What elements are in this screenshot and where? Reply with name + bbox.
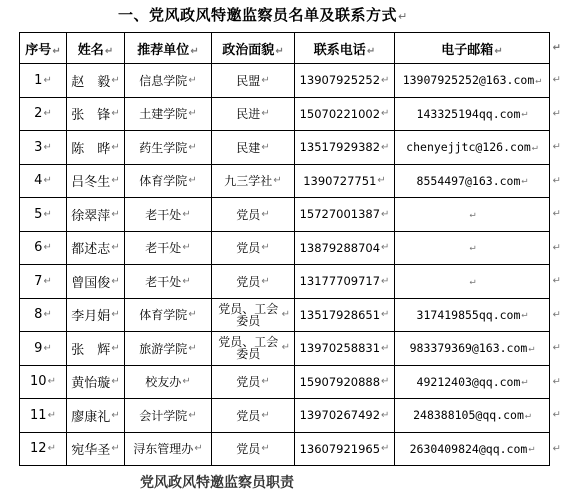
row-end-mark-icon: ↵ [552,275,561,287]
cell-unit-text: 老干处 [145,274,182,289]
cell-email [395,64,561,98]
cell-party [212,97,295,131]
cell-name-text: 张 辉 [71,342,111,358]
cell-email-text: 143325194qq.com [416,106,521,121]
cell-unit [125,164,212,198]
cell-mark-icon: ↵ [261,376,270,388]
cell-mark-icon: ↵ [377,175,386,187]
table-header-row [20,33,550,64]
cell-email [395,231,561,265]
cell-email [395,399,561,433]
cell-unit-text: 旅游学院 [139,341,188,356]
cell-name [67,332,125,366]
cell-mark-icon: ↵ [261,108,270,120]
cell-mark-icon: ↵ [381,108,390,120]
cell-mark-icon: ↵ [381,141,390,153]
cell-mark-icon: ↵ [521,309,528,321]
cell-unit-text: 校友办 [145,375,182,390]
cell-party-text: 党员 [236,241,261,256]
cell-name [67,365,125,399]
cell-phone [295,265,395,299]
cell-unit [125,231,212,265]
cell-mark-icon: ↵ [111,443,120,455]
cell-index-text: 1 [34,72,43,88]
header-unit: 推荐单位↵ [125,33,212,64]
cell-name-text: 李月娟 [71,309,111,325]
cell-phone [295,365,395,399]
cell-name-text: 陈 晔 [71,141,111,157]
cell-mark-icon: ↵ [381,443,390,455]
cell-mark-icon: ↵ [381,208,390,220]
cell-mark-icon: ↵ [521,376,528,388]
cell-email-text: 2630409824@qq.com [409,441,528,456]
cell-mark-icon: ↵ [111,208,120,220]
cell-index [20,97,67,131]
cell-phone-text: 1390727751 [303,173,377,188]
cell-mark-icon: ↵ [43,275,52,287]
cell-mark-icon: ↵ [261,242,270,254]
cell-name-text: 宛华圣 [71,443,111,459]
cell-name [67,164,125,198]
cell-name-text: 廖康礼 [71,409,111,425]
cell-phone-text: 13517928651 [299,307,381,322]
row-end-mark-icon: ↵ [552,74,561,86]
row-end-mark-icon: ↵ [552,42,561,54]
cell-phone [295,399,395,433]
cell-unit-text: 会计学院 [139,408,188,423]
paragraph-mark-icon: ↵ [398,10,408,23]
cell-unit-text: 信息学院 [139,73,188,88]
cell-unit [125,432,212,466]
cell-mark-icon: ↵ [261,443,270,455]
cell-mark-icon: ↵ [188,309,197,321]
cell-unit-text: 体育学院 [139,174,188,189]
cell-unit [125,131,212,165]
cell-mark-icon: ↵ [188,342,197,354]
cell-mark-icon: ↵ [188,409,197,421]
cell-mark-icon: ↵ [194,443,203,455]
cell-index [20,131,67,165]
cell-party-text: 党员 [236,375,261,390]
cell-phone-text: 13970267492 [299,408,381,423]
cell-phone-text: 13879288704 [299,240,381,255]
cell-email [395,432,561,466]
table-row [20,399,550,433]
document-title-text: 一、党风政风特邀监察员名单及联系方式 [118,6,398,24]
cell-mark-icon: ↵ [381,409,390,421]
cell-unit [125,298,212,332]
cell-mark-icon: ↵ [281,308,290,320]
cell-email-text: chenyejjtc@126.com [406,140,531,155]
cell-party-text: 民盟 [236,73,261,88]
table-row [20,97,550,131]
cell-party [212,198,295,232]
cell-name [67,231,125,265]
cell-name [67,265,125,299]
cell-index [20,198,67,232]
cell-index-text: 4 [34,173,43,189]
cell-mark-icon: ↵ [111,108,120,120]
cell-email [395,198,561,232]
cell-mark-icon: ↵ [43,141,52,153]
row-end-mark-icon: ↵ [552,376,561,388]
cell-unit [125,97,212,131]
cell-index-text: 11 [30,407,47,423]
cell-phone [295,332,395,366]
cell-email [395,332,561,366]
cell-party-text: 党员 [236,442,261,457]
table-row [20,131,550,165]
cell-phone-text: 15907920888 [299,374,381,389]
cell-mark-icon: ↵ [188,141,197,153]
row-end-mark-icon: ↵ [552,108,561,120]
cell-mark-icon: ↵ [111,309,120,321]
row-end-mark-icon: ↵ [552,309,561,321]
cell-phone-text: 13517929382 [299,140,381,155]
next-section-heading-partial: 党风政风特邀监察员职责 [140,475,294,491]
cell-mark-icon: ↵ [111,175,120,187]
cell-index [20,164,67,198]
cell-email [395,97,561,131]
cell-name-text: 吕冬生 [71,175,111,191]
cell-mark-icon: ↵ [528,443,535,455]
header-email: 电子邮箱↵ ↵ [395,33,550,64]
cell-unit [125,332,212,366]
cell-mark-icon: ↵ [111,275,120,287]
cell-email-text: 248388105@qq.com [413,408,524,423]
header-phone: 联系电话↵ [295,33,395,64]
table-row [20,64,550,98]
cell-party-text: 党员 [236,207,261,222]
cell-index [20,64,67,98]
cell-mark-icon: ↵ [521,108,528,120]
table-row [20,265,550,299]
cell-email [395,265,561,299]
cell-phone-text: 15070221002 [299,106,381,121]
cell-unit [125,365,212,399]
table-row [20,432,550,466]
cell-mark-icon: ↵ [43,242,52,254]
cell-mark-icon: ↵ [111,409,120,421]
cell-name-text: 曾国俊 [71,275,111,291]
cell-mark-icon: ↵ [47,376,56,388]
cell-name [67,198,125,232]
cell-index [20,432,67,466]
cell-name [67,131,125,165]
document-title [118,4,408,25]
cell-mark-icon: ↵ [182,376,191,388]
cell-unit [125,198,212,232]
cell-mark-icon: ↵ [47,443,56,455]
cell-email-text: 13907925252@163.com [402,73,535,88]
cell-phone-text: 13177709717 [299,274,381,289]
cell-index [20,265,67,299]
cell-phone [295,164,395,198]
cell-party-text: 党员 [236,274,261,289]
cell-unit-text: 浔东管理办 [133,442,194,457]
table-row [20,365,550,399]
cell-phone-text: 13970258831 [299,341,381,356]
cell-party [212,399,295,433]
cell-name [67,97,125,131]
cell-mark-icon: ↵ [111,242,120,254]
cell-party [212,64,295,98]
cell-mark-icon: ↵ [261,208,270,220]
cell-index-text: 10 [30,374,47,390]
cell-mark-icon: ↵ [188,108,197,120]
cell-name [67,399,125,433]
cell-phone [295,131,395,165]
cell-mark-icon: ↵ [281,342,290,354]
cell-email-text: 8554497@163.com [416,173,521,188]
cell-mark-icon: ↵ [524,409,531,421]
supervisor-roster-table [19,32,561,466]
cell-mark-icon: ↵ [381,309,390,321]
cell-party [212,231,295,265]
cell-mark-icon: ↵ [381,74,390,86]
header-party: 政治面貌↵ [212,33,295,64]
table-row [20,164,550,198]
cell-index [20,332,67,366]
cell-unit [125,265,212,299]
cell-unit-text: 体育学院 [139,308,188,323]
cell-phone [295,298,395,332]
row-end-mark-icon: ↵ [552,409,561,421]
cell-unit-text: 老干处 [145,207,182,222]
cell-unit [125,399,212,433]
cell-email-text: 317419855qq.com [416,307,521,322]
row-end-mark-icon: ↵ [552,242,561,254]
cell-mark-icon: ↵ [261,409,270,421]
cell-phone [295,198,395,232]
cell-party [212,365,295,399]
cell-phone [295,64,395,98]
cell-name [67,432,125,466]
cell-mark-icon: ↵ [188,175,197,187]
cell-party-text: 党员、工会委员 [218,301,279,328]
cell-index [20,298,67,332]
cell-name-text: 张 锋 [71,108,111,124]
cell-party-text: 党员 [236,408,261,423]
cell-mark-icon: ↵ [469,242,476,254]
table-row [20,332,550,366]
cell-mark-icon: ↵ [261,74,270,86]
cell-party-text: 九三学社 [224,174,273,189]
cell-unit-text: 土建学院 [139,107,188,122]
cell-mark-icon: ↵ [521,175,528,187]
cell-email [395,298,561,332]
cell-mark-icon: ↵ [381,342,390,354]
cell-party [212,432,295,466]
cell-index [20,365,67,399]
cell-phone-text: 13907925252 [299,73,381,88]
header-index: 序号↵ [20,33,67,64]
cell-unit [125,64,212,98]
cell-mark-icon: ↵ [261,275,270,287]
cell-party [212,298,295,332]
cell-mark-icon: ↵ [47,409,56,421]
row-end-mark-icon: ↵ [552,175,561,187]
cell-name [67,64,125,98]
cell-mark-icon: ↵ [43,342,52,354]
cell-name [67,298,125,332]
cell-phone [295,432,395,466]
cell-mark-icon: ↵ [43,208,52,220]
cell-mark-icon: ↵ [381,242,390,254]
cell-name-text: 黄怡璇 [71,376,111,392]
row-end-mark-icon: ↵ [552,141,561,153]
header-name: 姓名↵ [67,33,125,64]
cell-mark-icon: ↵ [535,74,542,86]
cell-name-text: 徐翠萍 [71,208,111,224]
cell-phone-text: 15727001387 [299,207,381,222]
cell-mark-icon: ↵ [111,342,120,354]
cell-email [395,164,561,198]
cell-index [20,399,67,433]
cell-index-text: 9 [34,340,43,356]
cell-party-text: 民建 [236,140,261,155]
cell-party [212,131,295,165]
cell-index-text: 5 [34,206,43,222]
cell-phone [295,231,395,265]
cell-mark-icon: ↵ [188,74,197,86]
cell-email [395,365,561,399]
cell-mark-icon: ↵ [531,141,538,153]
cell-index-text: 2 [34,106,43,122]
cell-mark-icon: ↵ [111,141,120,153]
cell-party-text: 民进 [236,107,261,122]
cell-mark-icon: ↵ [261,141,270,153]
cell-email-text: 983379369@163.com [409,341,528,356]
cell-mark-icon: ↵ [381,376,390,388]
cell-email [395,131,561,165]
cell-mark-icon: ↵ [469,275,476,287]
cell-party [212,265,295,299]
cell-party [212,164,295,198]
cell-index-text: 6 [34,240,43,256]
cell-mark-icon: ↵ [111,74,120,86]
cell-mark-icon: ↵ [43,309,52,321]
cell-mark-icon: ↵ [43,108,52,120]
cell-index [20,231,67,265]
cell-party-text: 党员、工会委员 [218,335,279,362]
cell-phone-text: 13607921965 [299,441,381,456]
cell-phone [295,97,395,131]
cell-mark-icon: ↵ [43,175,52,187]
cell-mark-icon: ↵ [469,208,476,220]
cell-name-text: 都述志 [71,242,111,258]
cell-mark-icon: ↵ [182,275,191,287]
cell-index-text: 8 [34,307,43,323]
cell-mark-icon: ↵ [43,74,52,86]
cell-index-text: 7 [34,273,43,289]
cell-name-text: 赵 毅 [71,74,111,90]
cell-email-text: 49212403@qq.com [416,374,521,389]
row-end-mark-icon: ↵ [552,443,561,455]
cell-mark-icon: ↵ [273,175,282,187]
cell-mark-icon: ↵ [182,208,191,220]
cell-party [212,332,295,366]
row-end-mark-icon: ↵ [552,208,561,220]
cell-mark-icon: ↵ [528,342,535,354]
cell-mark-icon: ↵ [111,376,120,388]
cell-index-text: 12 [30,441,47,457]
row-end-mark-icon: ↵ [552,342,561,354]
cell-mark-icon: ↵ [381,275,390,287]
cell-unit-text: 药生学院 [139,140,188,155]
table-row [20,198,550,232]
cell-index-text: 3 [34,139,43,155]
table-row [20,298,550,332]
table-row [20,231,550,265]
cell-unit-text: 老干处 [145,241,182,256]
cell-mark-icon: ↵ [182,242,191,254]
